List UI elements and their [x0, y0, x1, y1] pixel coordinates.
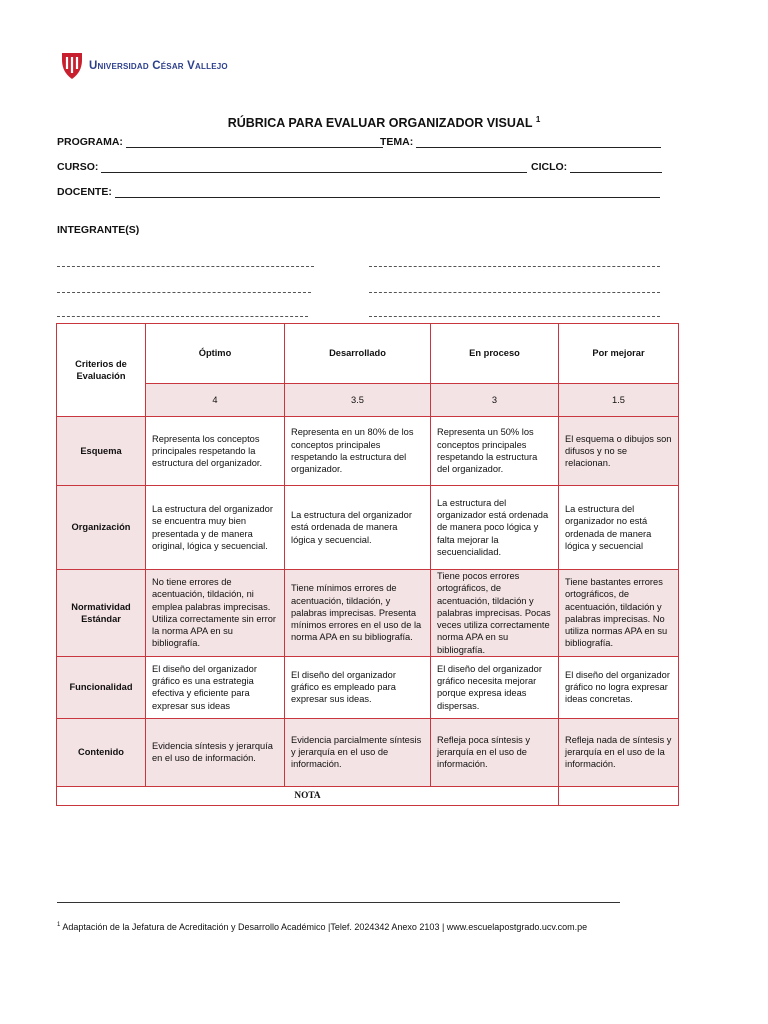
nota-row — [57, 786, 679, 805]
score-desarrollado: 3.5 — [285, 384, 431, 417]
footnote-text: Adaptación de la Jefatura de Acreditación y Desarrollo Académico |Telef. 2024342 Anexo 2103 | www.escuelapostgrado.ucv.com.pe — [62, 922, 588, 932]
cell: El diseño del organizador gráfico necesita mejorar porque expresa ideas dispersas. — [431, 656, 559, 718]
integrante-line-2[interactable] — [369, 266, 660, 267]
cell: La estructura del organizador no está ordenada de manera lógica y secuencial — [559, 486, 679, 570]
integrantes-label: INTEGRANTE(S) — [57, 224, 140, 236]
table-row — [57, 486, 679, 570]
cell: La estructura del organizador está ordenada de manera poco lógica y falta mejorar la secuencialidad. — [431, 486, 559, 570]
title-footnote-mark: 1 — [535, 115, 541, 124]
level-header-row — [57, 324, 679, 384]
ucv-shield-icon — [61, 52, 83, 80]
curso-line[interactable] — [101, 162, 527, 173]
ciclo-label: CICLO: — [531, 161, 568, 173]
tema-field[interactable] — [380, 136, 661, 148]
cell: Tiene pocos errores ortográficos, de acentuación, tildación y palabras imprecisas. Pocas veces utiliza correctamente norma APA en su bibliografía. — [431, 570, 559, 657]
table-row — [57, 417, 679, 486]
curso-field[interactable] — [57, 161, 527, 173]
page-title — [0, 115, 768, 130]
score-por-mejorar: 1.5 — [559, 384, 679, 417]
cell: El diseño del organizador gráfico no logra expresar ideas concretas. — [559, 656, 679, 718]
row-label-normatividad: Normatividad Estándar — [57, 570, 146, 657]
integrante-line-3[interactable] — [57, 292, 311, 293]
cell: Refleja nada de síntesis y jerarquía en el uso de la información. — [559, 718, 679, 786]
criteria-header: Criterios de Evaluación — [57, 324, 146, 417]
integrante-line-5[interactable] — [57, 316, 308, 317]
cell: Representa en un 80% de los conceptos principales respetando la estructura del organizador. — [285, 417, 431, 486]
docente-line[interactable] — [115, 187, 660, 198]
cell: Tiene bastantes errores ortográficos, de acentuación, tildación y palabras imprecisas. No utiliza normas APA en su bibliografía. — [559, 570, 679, 657]
programa-line[interactable] — [126, 137, 383, 148]
integrante-line-4[interactable] — [369, 292, 660, 293]
cell: El diseño del organizador gráfico es una estrategia efectiva y eficiente para expresar sus ideas — [146, 656, 285, 718]
level-en-proceso: En proceso — [431, 324, 559, 384]
score-optimo: 4 — [146, 384, 285, 417]
cell: No tiene errores de acentuación, tildación, ni emplea palabras imprecisas. Utiliza correctamente sin error la norma APA en su bibliografía. — [146, 570, 285, 657]
score-row — [57, 384, 679, 417]
table-row — [57, 570, 679, 657]
row-label-contenido: Contenido — [57, 718, 146, 786]
cell: La estructura del organizador se encuentra muy bien presentada y de manera original, lógica y secuencial. — [146, 486, 285, 570]
university-logo — [61, 52, 228, 80]
cell: La estructura del organizador está ordenada de manera lógica y secuencial. — [285, 486, 431, 570]
integrante-line-6[interactable] — [369, 316, 660, 317]
programa-label: PROGRAMA: — [57, 136, 123, 148]
level-por-mejorar: Por mejorar — [559, 324, 679, 384]
docente-field[interactable] — [57, 186, 660, 198]
row-label-esquema: Esquema — [57, 417, 146, 486]
integrante-line-1[interactable] — [57, 266, 314, 267]
row-label-funcionalidad: Funcionalidad — [57, 656, 146, 718]
row-label-organizacion: Organización — [57, 486, 146, 570]
ciclo-line[interactable] — [570, 162, 662, 173]
nota-value-cell[interactable] — [559, 786, 679, 805]
footnote-divider — [57, 902, 620, 903]
score-en-proceso: 3 — [431, 384, 559, 417]
docente-label: DOCENTE: — [57, 186, 112, 198]
university-name: Universidad César Vallejo — [89, 60, 228, 72]
nota-label: NOTA — [57, 786, 559, 805]
cell: Evidencia síntesis y jerarquía en el uso de información. — [146, 718, 285, 786]
cell: Refleja poca síntesis y jerarquía en el uso de información. — [431, 718, 559, 786]
ciclo-field[interactable] — [531, 161, 662, 173]
level-desarrollado: Desarrollado — [285, 324, 431, 384]
level-optimo: Óptimo — [146, 324, 285, 384]
programa-field[interactable] — [57, 136, 383, 148]
rubric-table — [56, 323, 679, 806]
curso-label: CURSO: — [57, 161, 99, 173]
table-row — [57, 656, 679, 718]
title-text: RÚBRICA PARA EVALUAR ORGANIZADOR VISUAL — [227, 116, 533, 131]
cell: Evidencia parcialmente síntesis y jerarquía en el uso de información. — [285, 718, 431, 786]
cell: El esquema o dibujos son difusos y no se relacionan. — [559, 417, 679, 486]
cell: Representa los conceptos principales respetando la estructura del organizador. — [146, 417, 285, 486]
cell: El diseño del organizador gráfico es empleado para expresar sus ideas. — [285, 656, 431, 718]
tema-label: TEMA: — [380, 136, 414, 148]
footnote-mark: 1 — [57, 922, 61, 928]
footnote — [57, 922, 587, 932]
table-row — [57, 718, 679, 786]
cell: Representa un 50% los conceptos principales respetando la estructura del organizador. — [431, 417, 559, 486]
cell: Tiene mínimos errores de acentuación, tildación, y palabras imprecisas. Presenta mínimos errores en el uso de la norma APA en su bibliografía. — [285, 570, 431, 657]
tema-line[interactable] — [416, 137, 661, 148]
